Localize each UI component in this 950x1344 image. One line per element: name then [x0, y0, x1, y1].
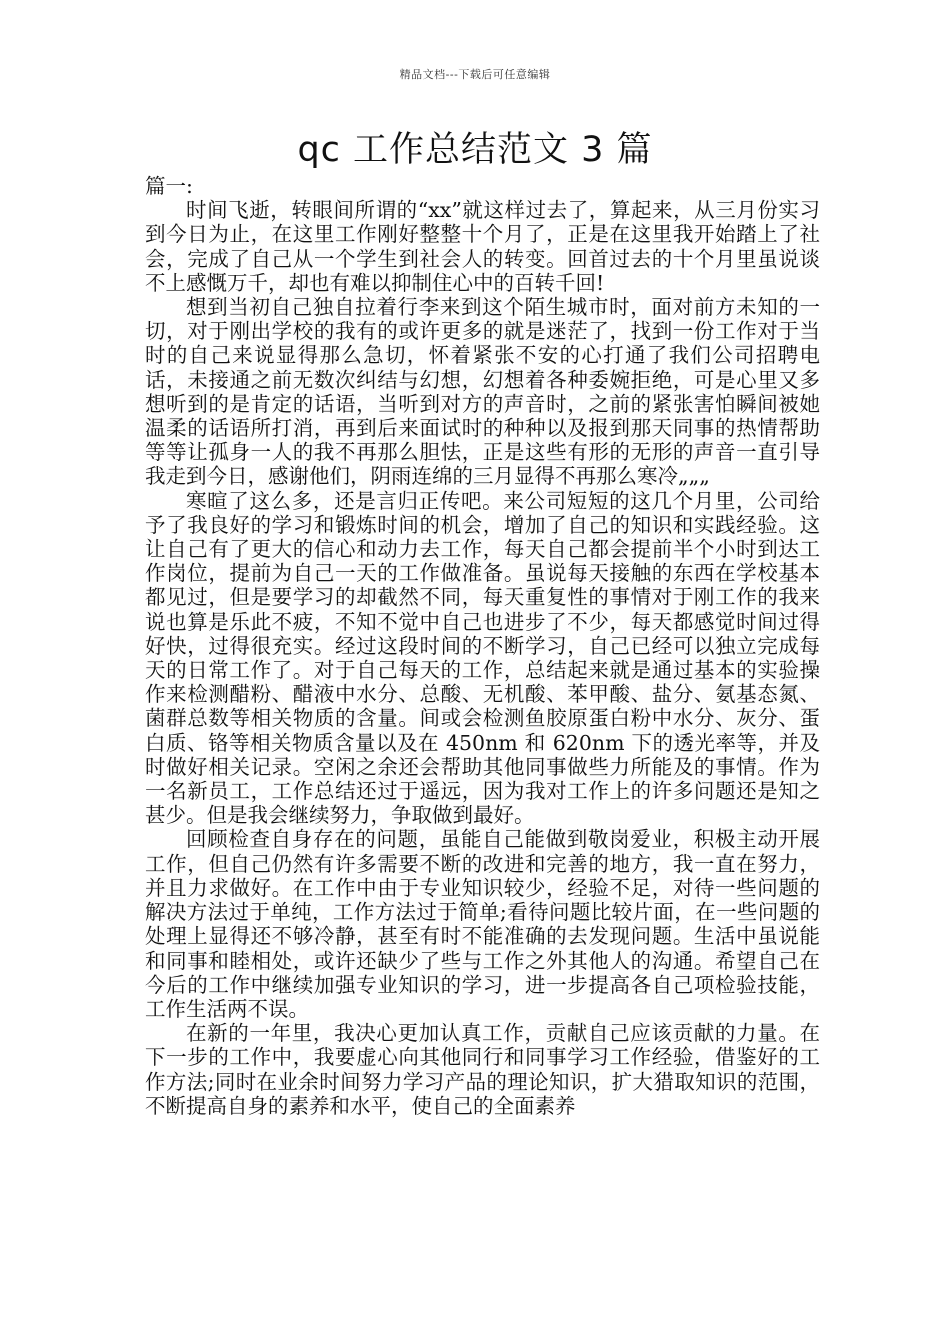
document-title: qc 工作总结范文 3 篇: [297, 130, 653, 170]
paragraph-2: 想到当初自己独自拉着行李来到这个陌生城市时，面对前方未知的一切，对于刚出学校的我有的或许更多的就是迷茫了，找到一份工作对于当时的自己来说显得那么急切，怀着紧张不安的心打通了我们公司招聘电话，未接通之前无数次纠结与幻想，幻想着各种委婉拒绝，可是心里又多想听到的是肯定的话语，当听到对方的声音时，之前的紧张害怕瞬间被她温柔的话语所打消，再到后来面试时的种种以及报到那天同事的热情帮助等等让孤身一人的我不再那么胆怯，正是这些有形的无形的声音一直引导我走到今日，感谢他们，阴雨连绵的三月显得不再那么寒冷„„„: [145, 295, 820, 489]
document-body: [145, 174, 820, 1118]
paragraph-4: 回顾检查自身存在的问题，虽能自己能做到敬岗爱业，积极主动开展工作，但自己仍然有许多需要不断的改进和完善的地方，我一直在努力，并且力求做好。在工作中由于专业知识较少，经验不足，对待一些问题的解决方法过于单纯，工作方法过于简单;看待问题比较片面，在一些问题的处理上显得还不够冷静，甚至有时不能准确的去发现问题。生活中虽说能和同事和睦相处，或许还缺少了些与工作之外其他人的沟通。希望自己在今后的工作中继续加强专业知识的学习，进一步提高各自己项检验技能，工作生活两不误。: [145, 827, 820, 1021]
section-label: 篇一:: [145, 174, 193, 198]
header-note: 精品文档---下载后可任意编辑: [399, 68, 551, 81]
paragraph-5: 在新的一年里，我决心更加认真工作，贡献自己应该贡献的力量。在下一步的工作中，我要虚心向其他同行和同事学习工作经验，借鉴好的工作方法;同时在业余时间努力学习产品的理论知识，扩大猎取知识的范围，不断提高自身的素养和水平，使自己的全面素养: [145, 1021, 820, 1118]
paragraph-3: 寒暄了这么多，还是言归正传吧。来公司短短的这几个月里，公司给予了我良好的学习和锻炼时间的机会，增加了自己的知识和实践经验。这让自己有了更大的信心和动力去工作，每天自己都会提前半个小时到达工作岗位，提前为自己一天的工作做准备。虽说每天接触的东西在学校基本都见过，但是要学习的却截然不同，每天重复性的事情对于刚工作的我来说也算是乐此不疲，不知不觉中自己也进步了不少，每天都感觉时间过得好快，过得很充实。经过这段时间的不断学习，自己已经可以独立完成每天的日常工作了。对于自己每天的工作，总结起来就是通过基本的实验操作来检测醋粉、醋液中水分、总酸、无机酸、苯甲酸、盐分、氨基态氮、菌群总数等相关物质的含量。间或会检测鱼胶原蛋白粉中水分、灰分、蛋白质、铬等相关物质含量以及在 450nm 和 620nm 下的透光率等，并及时做好相关记录。空闲之余还会帮助其他同事做些力所能及的事情。作为一名新员工，工作总结还过于遥远，因为我对工作上的许多问题还是知之甚少。但是我会继续努力，争取做到最好。: [145, 488, 820, 828]
paragraph-1: 时间飞逝，转眼间所谓的“xx”就这样过去了，算起来，从三月份实习到今日为止，在这里工作刚好整整十个月了，正是在这里我开始踏上了社会，完成了自己从一个学生到社会人的转变。回首过去的十个月里虽说谈不上感慨万千，却也有难以抑制住心中的百转千回!: [145, 198, 820, 295]
